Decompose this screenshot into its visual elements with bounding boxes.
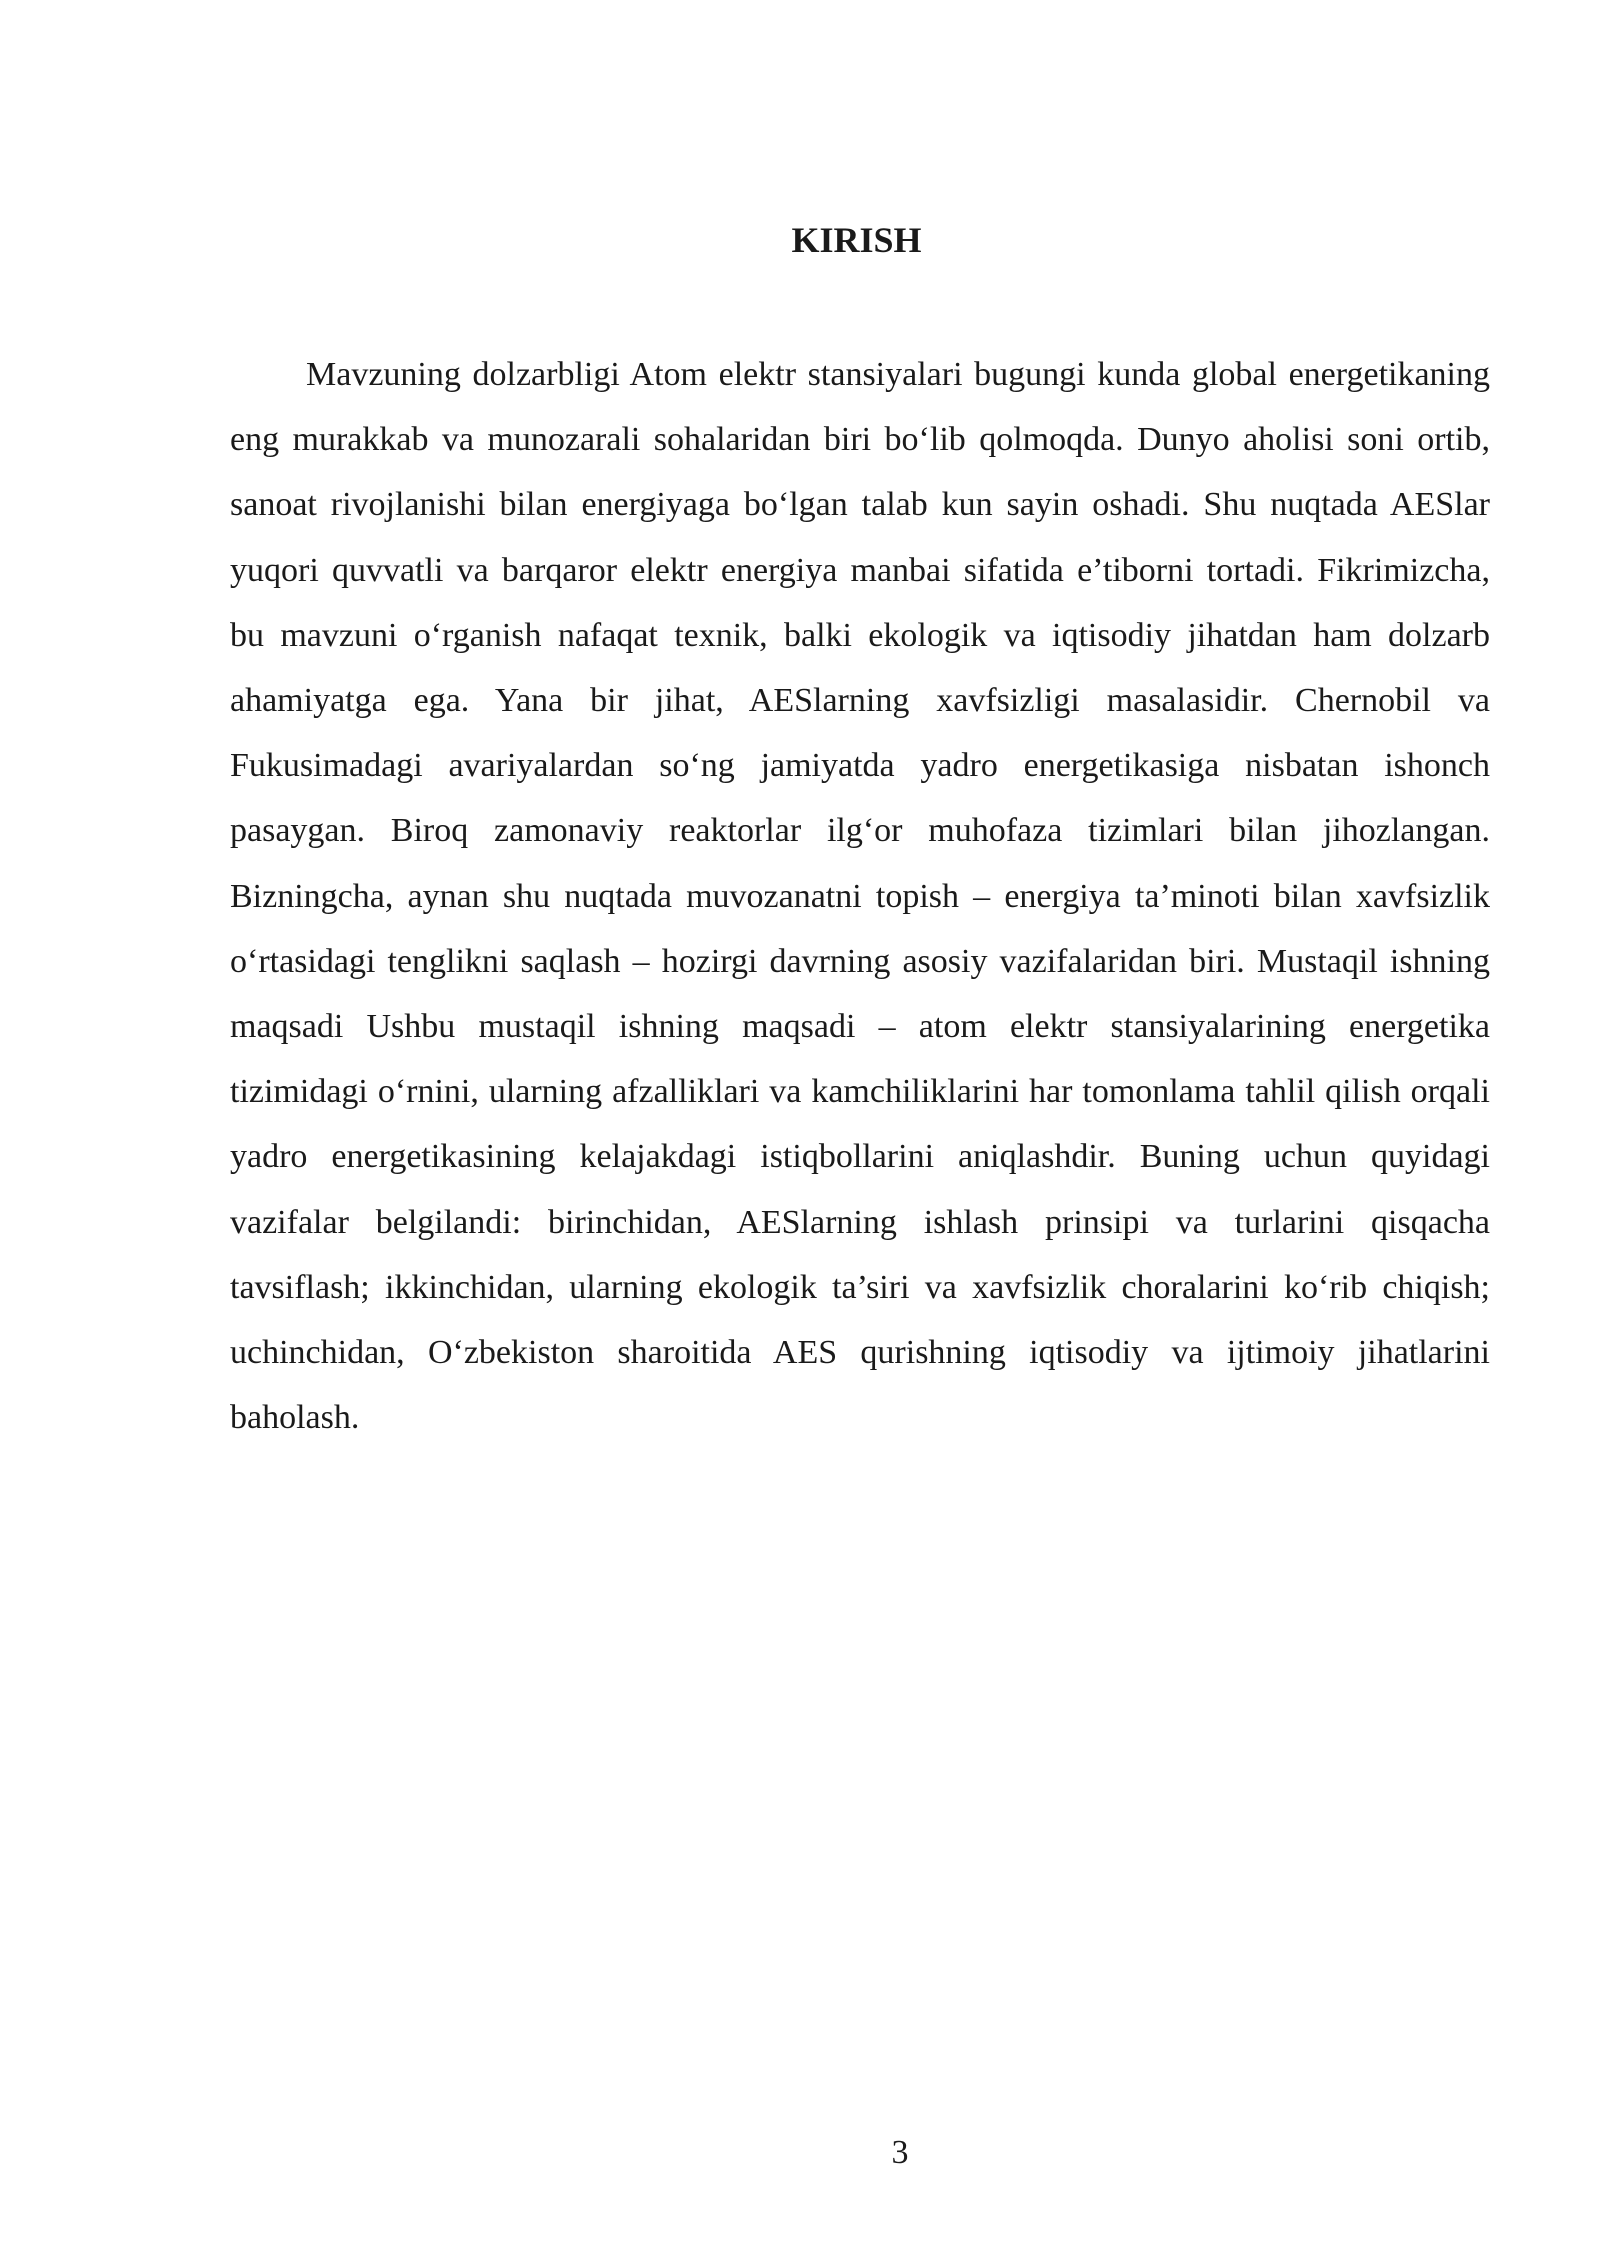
body-paragraph: Mavzuning dolzarbligi Atom elektr stansiyalari bugungi kunda global energetikaning eng murakkab va munozarali sohalaridan biri bo‘lib qolmoqda. Dunyo aholisi soni ortib, sanoat rivojlanishi bilan energiyaga bo‘lgan talab kun sayin oshadi. Shu nuqtada AESlar yuqori quvvatli va barqaror elektr energiya manbai sifatida e’tiborni tortadi. Fikrimizcha, bu mavzuni o‘rganish nafaqat texnik, balki ekologik va iqtisodiy jihatdan ham dolzarb ahamiyatga ega. Yana bir jihat, AESlarning xavfsizligi masalasidir. Chernobil va Fukusimadagi avariyalardan so‘ng jamiyatda yadro energetikasiga nisbatan ishonch pasaygan. Biroq zamonaviy reaktorlar ilg‘or muhofaza tizimlari bilan jihozlangan. Bizningcha, aynan shu nuqtada muvozanatni topish – energiya ta’minoti bilan xavfsizlik o‘rtasidagi tenglikni saqlash – hozirgi davrning asosiy vazifalaridan biri. Mustaqil ishning maqsadi Ushbu mustaqil ishning maqsadi – atom elektr stansiyalarining energetika tizimidagi o‘rnini, ularning afzalliklari va kamchiliklarini har tomonlama tahlil qilish orqali yadro energetikasining kelajakdagi istiqbollarini aniqlashdir. Buning uchun quyidagi vazifalar belgilandi: birinchidan, AESlarning ishlash prinsipi va turlarini qisqacha tavsiflash; ikkinchidan, ularning ekologik ta’siri va xavfsizlik choralarini ko‘rib chiqish; uchinchidan, O‘zbekiston sharoitida AES qurishning iqtisodiy va ijtimoiy jihatlarini baholash. bbox=[230, 356, 1490, 1437]
section-heading: KIRISH bbox=[791, 220, 922, 260]
page-number: 3 bbox=[891, 2134, 909, 2171]
